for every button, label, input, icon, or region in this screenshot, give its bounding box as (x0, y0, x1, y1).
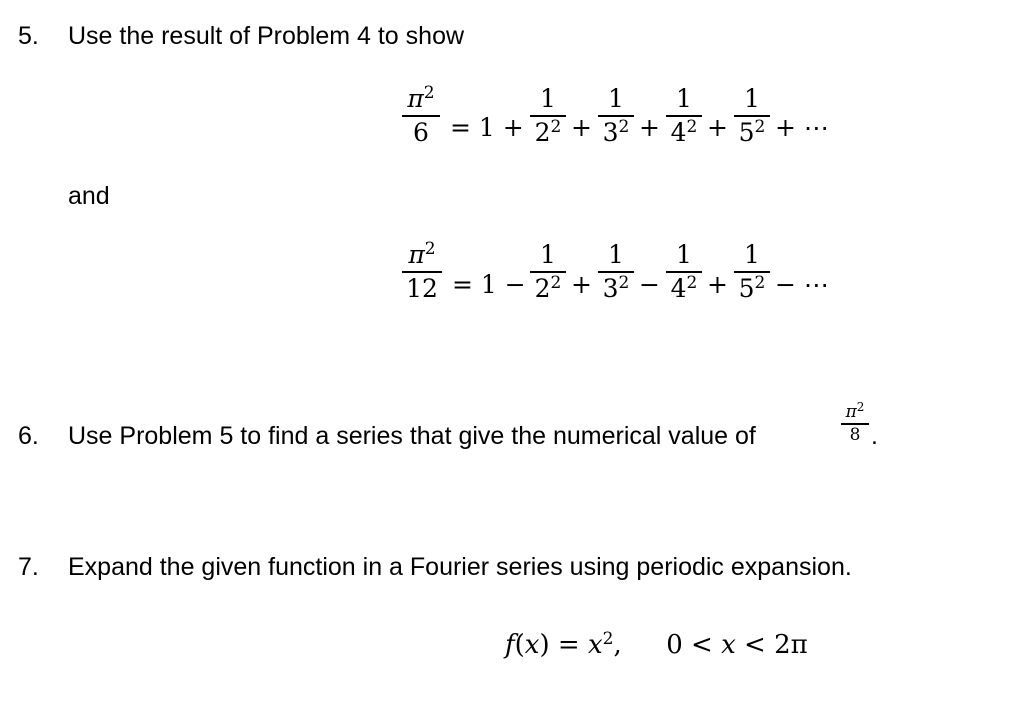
eq2-term-2-den: 3 (602, 274, 619, 303)
problem-6-text: Use Problem 5 to find a series that give the numerical value of (68, 422, 756, 450)
eq1-lhs-denominator: 6 (413, 118, 429, 147)
eq1-term-4-den: 5 (738, 118, 755, 147)
eq1-term-2-exp: 2 (618, 117, 630, 137)
eq2-lhs-exponent: 2 (424, 239, 436, 259)
eq1-term-2 (598, 86, 634, 146)
problem-6-fraction (841, 400, 869, 445)
problem-7-number: 7. (18, 553, 39, 581)
eq2-term-1-den: 2 (534, 274, 551, 303)
problem-6-frac-den: 8 (849, 425, 861, 445)
function-x: x (587, 630, 603, 660)
eq2-term-4 (734, 242, 770, 302)
eq1-lhs-numerator: π (407, 84, 424, 113)
eq1-equals: = 1 + (450, 113, 524, 142)
eq1-term-1 (530, 86, 566, 146)
eq2-term-4-num: 1 (744, 240, 760, 269)
eq2-term-1-exp: 2 (550, 273, 562, 293)
eq2-term-3-exp: 2 (686, 273, 698, 293)
function-arg-var: x (524, 630, 540, 660)
problem-6-period: . (871, 422, 878, 450)
problem-5-text: Use the result of Problem 4 to show (68, 22, 465, 50)
problem-7-text: Expand the given function in a Fourier series using periodic expansion. (68, 553, 852, 581)
eq1-op-1: + (571, 113, 592, 142)
eq2-op-3: + (707, 270, 728, 299)
eq2-term-3 (666, 242, 702, 302)
eq2-op-4: − ⋯ (775, 270, 829, 299)
function-name: f (505, 630, 515, 660)
eq2-op-2: − (639, 270, 660, 299)
function-definition (505, 629, 808, 660)
eq2-term-2-exp: 2 (618, 273, 630, 293)
eq1-term-2-num: 1 (608, 84, 624, 113)
eq2-term-1-num: 1 (540, 240, 556, 269)
eq1-op-2: + (639, 113, 660, 142)
eq1-term-3-den: 4 (670, 118, 687, 147)
eq2-term-3-num: 1 (676, 240, 692, 269)
eq2-lhs-bar (402, 271, 442, 273)
eq2-term-3-den: 4 (670, 274, 687, 303)
eq1-term-3-exp: 2 (686, 117, 698, 137)
eq2-lhs-denominator: 12 (406, 274, 438, 303)
eq1-term-2-den: 3 (602, 118, 619, 147)
eq2-equals: = 1 − (452, 270, 526, 299)
eq1-lhs-fraction (402, 83, 440, 147)
eq2-lhs-fraction (402, 239, 442, 303)
eq1-term-3-num: 1 (676, 84, 692, 113)
eq1-lhs-exponent: 2 (423, 83, 435, 103)
eq1-term-4 (734, 86, 770, 146)
eq2-term-2 (598, 242, 634, 302)
eq1-op-3: + (707, 113, 728, 142)
eq2-op-1: + (571, 270, 592, 299)
eq1-term-1-exp: 2 (550, 117, 562, 137)
eq1-term-1-den: 2 (534, 118, 551, 147)
function-exponent: 2 (602, 629, 614, 649)
eq1-term-4-num: 1 (744, 84, 760, 113)
problem-6-frac-exp: 2 (856, 400, 865, 414)
problem-5-number: 5. (18, 22, 39, 50)
domain-left: 0 < (666, 630, 713, 660)
eq2-term-1 (530, 242, 566, 302)
eq2-term-4-den: 5 (738, 274, 755, 303)
problem-6-number: 6. (18, 422, 39, 450)
eq1-lhs-bar (402, 115, 440, 117)
eq2-lhs-numerator: π (408, 240, 425, 269)
domain-right: < 2π (744, 630, 808, 660)
eq2-term-4-exp: 2 (754, 273, 766, 293)
domain-var: x (721, 630, 736, 660)
eq1-term-1-num: 1 (540, 84, 556, 113)
function-arg-close: ) (539, 630, 550, 660)
function-arg-open: ( (514, 630, 525, 660)
eq1-op-4: + ⋯ (775, 113, 829, 142)
eq1-term-3 (666, 86, 702, 146)
problem-6-frac-num: π (845, 402, 857, 422)
function-equals: = (557, 630, 580, 660)
and-text: and (68, 182, 110, 210)
function-comma: , (613, 630, 622, 660)
eq2-term-2-num: 1 (608, 240, 624, 269)
eq1-term-4-exp: 2 (754, 117, 766, 137)
